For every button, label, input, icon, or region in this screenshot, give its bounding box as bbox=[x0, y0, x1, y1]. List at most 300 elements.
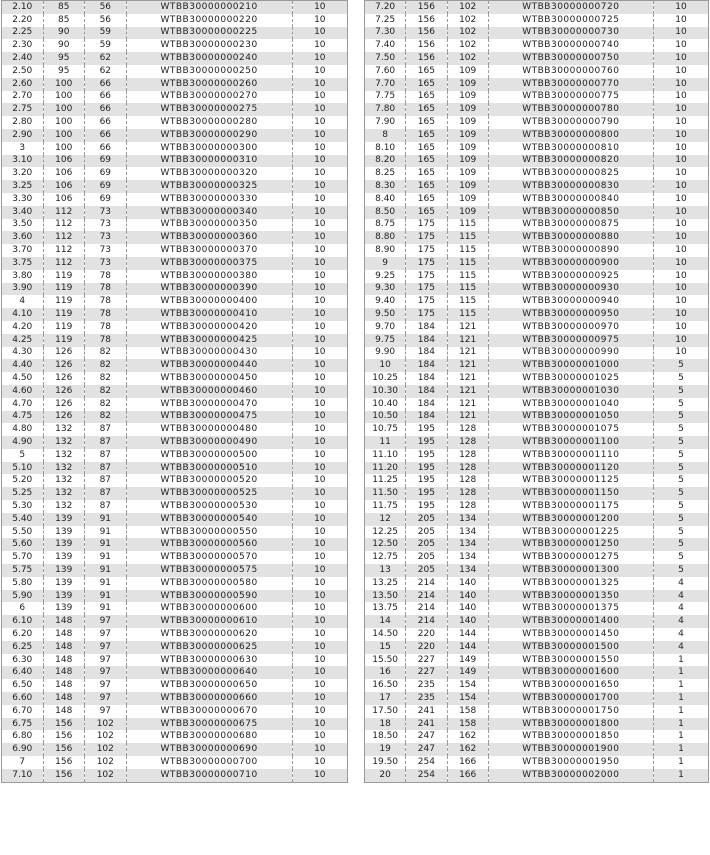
size-cell: 6.40 bbox=[2, 666, 44, 679]
value-b-cell: 109 bbox=[447, 206, 488, 219]
value-b-cell: 166 bbox=[447, 769, 488, 782]
table-row bbox=[365, 308, 709, 321]
size-cell: 5.20 bbox=[2, 474, 44, 487]
code-cell: WTBB30000000240 bbox=[126, 52, 292, 65]
size-cell: 9.25 bbox=[365, 270, 406, 283]
code-cell: WTBB30000000670 bbox=[126, 705, 292, 718]
value-b-cell: 87 bbox=[85, 474, 127, 487]
table-row bbox=[365, 769, 709, 782]
table-row bbox=[365, 78, 709, 91]
value-b-cell: 128 bbox=[447, 487, 488, 500]
size-cell: 13 bbox=[365, 564, 406, 577]
table-row bbox=[2, 155, 348, 168]
code-cell: WTBB30000000570 bbox=[126, 551, 292, 564]
table-row bbox=[365, 679, 709, 692]
size-cell: 3.50 bbox=[2, 219, 44, 232]
value-a-cell: 126 bbox=[43, 359, 85, 372]
size-cell: 4.90 bbox=[2, 436, 44, 449]
table-row bbox=[365, 577, 709, 590]
size-cell: 2.60 bbox=[2, 78, 44, 91]
table-row bbox=[2, 52, 348, 65]
value-a-cell: 165 bbox=[406, 167, 447, 180]
value-a-cell: 119 bbox=[43, 308, 85, 321]
value-b-cell: 73 bbox=[85, 244, 127, 257]
table-row bbox=[365, 193, 709, 206]
code-cell: WTBB30000000380 bbox=[126, 270, 292, 283]
code-cell: WTBB30000000360 bbox=[126, 231, 292, 244]
size-cell: 8 bbox=[365, 129, 406, 142]
table-row bbox=[365, 155, 709, 168]
code-cell: WTBB30000000970 bbox=[488, 321, 653, 334]
value-a-cell: 119 bbox=[43, 321, 85, 334]
qty-cell: 10 bbox=[292, 103, 347, 116]
value-a-cell: 165 bbox=[406, 193, 447, 206]
value-a-cell: 112 bbox=[43, 257, 85, 270]
value-a-cell: 100 bbox=[43, 78, 85, 91]
table-row bbox=[2, 436, 348, 449]
value-a-cell: 195 bbox=[406, 474, 447, 487]
value-a-cell: 184 bbox=[406, 398, 447, 411]
size-cell: 5.10 bbox=[2, 462, 44, 475]
value-b-cell: 115 bbox=[447, 295, 488, 308]
code-cell: WTBB30000000750 bbox=[488, 52, 653, 65]
value-a-cell: 139 bbox=[43, 590, 85, 603]
value-b-cell: 109 bbox=[447, 65, 488, 78]
code-cell: WTBB30000001550 bbox=[488, 654, 653, 667]
size-cell: 11.75 bbox=[365, 500, 406, 513]
value-a-cell: 126 bbox=[43, 372, 85, 385]
code-cell: WTBB30000000250 bbox=[126, 65, 292, 78]
qty-cell: 10 bbox=[653, 283, 708, 296]
qty-cell: 10 bbox=[653, 27, 708, 40]
table-row bbox=[365, 718, 709, 731]
qty-cell: 10 bbox=[292, 500, 347, 513]
code-cell: WTBB30000000210 bbox=[126, 1, 292, 14]
value-b-cell: 97 bbox=[85, 679, 127, 692]
code-cell: WTBB30000000825 bbox=[488, 167, 653, 180]
code-cell: WTBB30000001500 bbox=[488, 641, 653, 654]
value-a-cell: 126 bbox=[43, 411, 85, 424]
table-row bbox=[2, 487, 348, 500]
value-a-cell: 175 bbox=[406, 219, 447, 232]
size-cell: 8.80 bbox=[365, 231, 406, 244]
value-a-cell: 112 bbox=[43, 231, 85, 244]
table-row bbox=[2, 283, 348, 296]
qty-cell: 10 bbox=[292, 1, 347, 14]
value-b-cell: 144 bbox=[447, 628, 488, 641]
table-row bbox=[365, 641, 709, 654]
size-cell: 17 bbox=[365, 692, 406, 705]
size-cell: 2.50 bbox=[2, 65, 44, 78]
value-a-cell: 175 bbox=[406, 283, 447, 296]
value-b-cell: 121 bbox=[447, 334, 488, 347]
value-b-cell: 73 bbox=[85, 257, 127, 270]
code-cell: WTBB30000000590 bbox=[126, 590, 292, 603]
size-cell: 6.60 bbox=[2, 692, 44, 705]
size-cell: 11.25 bbox=[365, 474, 406, 487]
value-b-cell: 109 bbox=[447, 91, 488, 104]
left-table-body bbox=[2, 1, 348, 783]
code-cell: WTBB30000000930 bbox=[488, 283, 653, 296]
qty-cell: 10 bbox=[653, 167, 708, 180]
table-row bbox=[2, 244, 348, 257]
value-a-cell: 235 bbox=[406, 679, 447, 692]
qty-cell: 5 bbox=[653, 526, 708, 539]
size-cell: 9.50 bbox=[365, 308, 406, 321]
code-cell: WTBB30000000880 bbox=[488, 231, 653, 244]
size-cell: 16 bbox=[365, 666, 406, 679]
value-a-cell: 195 bbox=[406, 436, 447, 449]
value-b-cell: 121 bbox=[447, 411, 488, 424]
table-row bbox=[2, 295, 348, 308]
qty-cell: 10 bbox=[292, 411, 347, 424]
value-b-cell: 109 bbox=[447, 129, 488, 142]
table-row bbox=[2, 411, 348, 424]
size-cell: 9.30 bbox=[365, 283, 406, 296]
code-cell: WTBB30000001375 bbox=[488, 602, 653, 615]
code-cell: WTBB30000000780 bbox=[488, 103, 653, 116]
qty-cell: 1 bbox=[653, 679, 708, 692]
size-cell: 9 bbox=[365, 257, 406, 270]
qty-cell: 10 bbox=[292, 27, 347, 40]
value-a-cell: 165 bbox=[406, 116, 447, 129]
code-cell: WTBB30000000650 bbox=[126, 679, 292, 692]
value-a-cell: 195 bbox=[406, 462, 447, 475]
value-a-cell: 214 bbox=[406, 615, 447, 628]
value-a-cell: 148 bbox=[43, 666, 85, 679]
value-b-cell: 144 bbox=[447, 641, 488, 654]
table-row bbox=[2, 615, 348, 628]
value-b-cell: 128 bbox=[447, 436, 488, 449]
table-row bbox=[365, 474, 709, 487]
qty-cell: 10 bbox=[292, 590, 347, 603]
table-row bbox=[365, 423, 709, 436]
size-cell: 13.75 bbox=[365, 602, 406, 615]
table-row bbox=[2, 538, 348, 551]
code-cell: WTBB30000001450 bbox=[488, 628, 653, 641]
value-b-cell: 162 bbox=[447, 743, 488, 756]
code-cell: WTBB30000000925 bbox=[488, 270, 653, 283]
code-cell: WTBB30000000630 bbox=[126, 654, 292, 667]
table-row bbox=[2, 39, 348, 52]
table-row bbox=[365, 730, 709, 743]
size-cell: 5 bbox=[2, 449, 44, 462]
code-cell: WTBB30000000680 bbox=[126, 730, 292, 743]
size-cell: 6.90 bbox=[2, 743, 44, 756]
size-cell: 8.20 bbox=[365, 155, 406, 168]
code-cell: WTBB30000000850 bbox=[488, 206, 653, 219]
qty-cell: 5 bbox=[653, 487, 708, 500]
value-b-cell: 140 bbox=[447, 602, 488, 615]
value-a-cell: 156 bbox=[43, 756, 85, 769]
size-cell: 3.40 bbox=[2, 206, 44, 219]
qty-cell: 10 bbox=[653, 334, 708, 347]
qty-cell: 10 bbox=[653, 1, 708, 14]
code-cell: WTBB30000000900 bbox=[488, 257, 653, 270]
value-a-cell: 100 bbox=[43, 129, 85, 142]
code-cell: WTBB30000002000 bbox=[488, 769, 653, 782]
code-cell: WTBB30000000460 bbox=[126, 385, 292, 398]
value-b-cell: 91 bbox=[85, 538, 127, 551]
size-cell: 5.30 bbox=[2, 500, 44, 513]
value-b-cell: 97 bbox=[85, 615, 127, 628]
code-cell: WTBB30000000950 bbox=[488, 308, 653, 321]
code-cell: WTBB30000000220 bbox=[126, 14, 292, 27]
size-cell: 3.20 bbox=[2, 167, 44, 180]
qty-cell: 5 bbox=[653, 462, 708, 475]
qty-cell: 10 bbox=[292, 423, 347, 436]
value-a-cell: 205 bbox=[406, 513, 447, 526]
value-a-cell: 156 bbox=[406, 14, 447, 27]
value-a-cell: 100 bbox=[43, 116, 85, 129]
qty-cell: 1 bbox=[653, 769, 708, 782]
qty-cell: 10 bbox=[292, 142, 347, 155]
qty-cell: 10 bbox=[292, 513, 347, 526]
size-cell: 10.25 bbox=[365, 372, 406, 385]
value-b-cell: 82 bbox=[85, 372, 127, 385]
value-a-cell: 205 bbox=[406, 564, 447, 577]
qty-cell: 10 bbox=[292, 244, 347, 257]
value-b-cell: 115 bbox=[447, 257, 488, 270]
qty-cell: 10 bbox=[653, 78, 708, 91]
qty-cell: 5 bbox=[653, 474, 708, 487]
value-b-cell: 154 bbox=[447, 692, 488, 705]
code-cell: WTBB30000000475 bbox=[126, 411, 292, 424]
qty-cell: 10 bbox=[292, 193, 347, 206]
value-b-cell: 109 bbox=[447, 193, 488, 206]
value-a-cell: 214 bbox=[406, 577, 447, 590]
qty-cell: 10 bbox=[292, 206, 347, 219]
table-row bbox=[2, 180, 348, 193]
size-cell: 7.20 bbox=[365, 1, 406, 14]
qty-cell: 10 bbox=[292, 231, 347, 244]
value-a-cell: 156 bbox=[406, 39, 447, 52]
value-b-cell: 97 bbox=[85, 641, 127, 654]
size-cell: 2.40 bbox=[2, 52, 44, 65]
size-cell: 3.30 bbox=[2, 193, 44, 206]
code-cell: WTBB30000000550 bbox=[126, 526, 292, 539]
size-cell: 5.60 bbox=[2, 538, 44, 551]
value-a-cell: 247 bbox=[406, 743, 447, 756]
qty-cell: 10 bbox=[292, 615, 347, 628]
code-cell: WTBB30000000640 bbox=[126, 666, 292, 679]
size-cell: 18 bbox=[365, 718, 406, 731]
value-a-cell: 205 bbox=[406, 538, 447, 551]
value-b-cell: 82 bbox=[85, 411, 127, 424]
value-a-cell: 156 bbox=[43, 769, 85, 782]
value-a-cell: 156 bbox=[406, 1, 447, 14]
table-row bbox=[2, 257, 348, 270]
code-cell: WTBB30000000730 bbox=[488, 27, 653, 40]
qty-cell: 10 bbox=[653, 39, 708, 52]
table-row bbox=[365, 116, 709, 129]
qty-cell: 10 bbox=[292, 167, 347, 180]
qty-cell: 4 bbox=[653, 615, 708, 628]
table-row bbox=[2, 590, 348, 603]
value-b-cell: 69 bbox=[85, 167, 127, 180]
table-row bbox=[365, 513, 709, 526]
table-row bbox=[365, 602, 709, 615]
value-b-cell: 149 bbox=[447, 654, 488, 667]
table-row bbox=[365, 103, 709, 116]
table-row bbox=[2, 116, 348, 129]
size-cell: 6.70 bbox=[2, 705, 44, 718]
code-cell: WTBB30000000400 bbox=[126, 295, 292, 308]
qty-cell: 10 bbox=[292, 155, 347, 168]
size-cell: 11 bbox=[365, 436, 406, 449]
qty-cell: 10 bbox=[292, 449, 347, 462]
value-a-cell: 220 bbox=[406, 641, 447, 654]
code-cell: WTBB30000001030 bbox=[488, 385, 653, 398]
qty-cell: 10 bbox=[292, 347, 347, 360]
value-a-cell: 119 bbox=[43, 270, 85, 283]
value-b-cell: 82 bbox=[85, 347, 127, 360]
table-row bbox=[365, 666, 709, 679]
qty-cell: 10 bbox=[653, 206, 708, 219]
code-cell: WTBB30000000875 bbox=[488, 219, 653, 232]
code-cell: WTBB30000001110 bbox=[488, 449, 653, 462]
qty-cell: 10 bbox=[653, 91, 708, 104]
table-row bbox=[2, 270, 348, 283]
code-cell: WTBB30000001150 bbox=[488, 487, 653, 500]
value-b-cell: 109 bbox=[447, 78, 488, 91]
code-cell: WTBB30000000290 bbox=[126, 129, 292, 142]
code-cell: WTBB30000001300 bbox=[488, 564, 653, 577]
size-cell: 10.30 bbox=[365, 385, 406, 398]
table-row bbox=[365, 91, 709, 104]
value-b-cell: 66 bbox=[85, 116, 127, 129]
size-cell: 10 bbox=[365, 359, 406, 372]
value-a-cell: 132 bbox=[43, 462, 85, 475]
code-cell: WTBB30000000375 bbox=[126, 257, 292, 270]
value-a-cell: 132 bbox=[43, 474, 85, 487]
size-cell: 3.90 bbox=[2, 283, 44, 296]
size-cell: 4.75 bbox=[2, 411, 44, 424]
code-cell: WTBB30000000525 bbox=[126, 487, 292, 500]
left-table bbox=[1, 0, 348, 783]
table-row bbox=[365, 756, 709, 769]
size-cell: 10.75 bbox=[365, 423, 406, 436]
size-cell: 7.60 bbox=[365, 65, 406, 78]
value-b-cell: 97 bbox=[85, 692, 127, 705]
value-b-cell: 109 bbox=[447, 167, 488, 180]
value-b-cell: 109 bbox=[447, 142, 488, 155]
size-cell: 8.10 bbox=[365, 142, 406, 155]
value-b-cell: 66 bbox=[85, 103, 127, 116]
value-a-cell: 254 bbox=[406, 756, 447, 769]
size-cell: 5.70 bbox=[2, 551, 44, 564]
qty-cell: 10 bbox=[292, 372, 347, 385]
code-cell: WTBB30000000840 bbox=[488, 193, 653, 206]
table-row bbox=[2, 129, 348, 142]
size-cell: 7.80 bbox=[365, 103, 406, 116]
value-a-cell: 119 bbox=[43, 295, 85, 308]
code-cell: WTBB30000000490 bbox=[126, 436, 292, 449]
qty-cell: 10 bbox=[653, 65, 708, 78]
table-row bbox=[2, 474, 348, 487]
size-cell: 2.10 bbox=[2, 1, 44, 14]
table-row bbox=[365, 142, 709, 155]
value-b-cell: 121 bbox=[447, 372, 488, 385]
table-row bbox=[365, 487, 709, 500]
table-row bbox=[2, 692, 348, 705]
code-cell: WTBB30000000810 bbox=[488, 142, 653, 155]
size-cell: 5.40 bbox=[2, 513, 44, 526]
value-a-cell: 148 bbox=[43, 654, 85, 667]
code-cell: WTBB30000001800 bbox=[488, 718, 653, 731]
size-cell: 6.75 bbox=[2, 718, 44, 731]
value-b-cell: 128 bbox=[447, 500, 488, 513]
table-row bbox=[365, 615, 709, 628]
table-row bbox=[365, 500, 709, 513]
table-row bbox=[365, 270, 709, 283]
code-cell: WTBB30000001120 bbox=[488, 462, 653, 475]
qty-cell: 10 bbox=[653, 295, 708, 308]
qty-cell: 10 bbox=[292, 295, 347, 308]
code-cell: WTBB30000000775 bbox=[488, 91, 653, 104]
qty-cell: 10 bbox=[292, 551, 347, 564]
value-b-cell: 109 bbox=[447, 116, 488, 129]
size-cell: 2.25 bbox=[2, 27, 44, 40]
value-b-cell: 87 bbox=[85, 423, 127, 436]
value-b-cell: 78 bbox=[85, 308, 127, 321]
table-row bbox=[2, 577, 348, 590]
value-b-cell: 121 bbox=[447, 321, 488, 334]
code-cell: WTBB30000001275 bbox=[488, 551, 653, 564]
table-row bbox=[2, 359, 348, 372]
size-cell: 9.40 bbox=[365, 295, 406, 308]
value-a-cell: 100 bbox=[43, 142, 85, 155]
code-cell: WTBB30000000280 bbox=[126, 116, 292, 129]
code-cell: WTBB30000000940 bbox=[488, 295, 653, 308]
value-a-cell: 195 bbox=[406, 487, 447, 500]
size-cell: 6 bbox=[2, 602, 44, 615]
size-cell: 12.75 bbox=[365, 551, 406, 564]
value-b-cell: 91 bbox=[85, 564, 127, 577]
size-cell: 15.50 bbox=[365, 654, 406, 667]
value-a-cell: 165 bbox=[406, 65, 447, 78]
size-cell: 7.90 bbox=[365, 116, 406, 129]
value-a-cell: 175 bbox=[406, 244, 447, 257]
qty-cell: 1 bbox=[653, 692, 708, 705]
qty-cell: 10 bbox=[292, 436, 347, 449]
table-row bbox=[2, 334, 348, 347]
value-a-cell: 95 bbox=[43, 52, 85, 65]
code-cell: WTBB30000000470 bbox=[126, 398, 292, 411]
value-b-cell: 102 bbox=[85, 756, 127, 769]
value-a-cell: 165 bbox=[406, 129, 447, 142]
qty-cell: 10 bbox=[292, 359, 347, 372]
value-a-cell: 85 bbox=[43, 14, 85, 27]
qty-cell: 10 bbox=[653, 219, 708, 232]
qty-cell: 10 bbox=[292, 385, 347, 398]
value-b-cell: 102 bbox=[85, 718, 127, 731]
value-a-cell: 156 bbox=[406, 52, 447, 65]
qty-cell: 5 bbox=[653, 385, 708, 398]
value-a-cell: 139 bbox=[43, 551, 85, 564]
table-row bbox=[365, 231, 709, 244]
table-row bbox=[365, 743, 709, 756]
table-row bbox=[2, 564, 348, 577]
code-cell: WTBB30000001050 bbox=[488, 411, 653, 424]
value-b-cell: 87 bbox=[85, 436, 127, 449]
table-row bbox=[365, 1, 709, 14]
value-b-cell: 82 bbox=[85, 359, 127, 372]
table-row bbox=[2, 385, 348, 398]
size-cell: 4.40 bbox=[2, 359, 44, 372]
value-b-cell: 102 bbox=[85, 730, 127, 743]
qty-cell: 10 bbox=[653, 142, 708, 155]
